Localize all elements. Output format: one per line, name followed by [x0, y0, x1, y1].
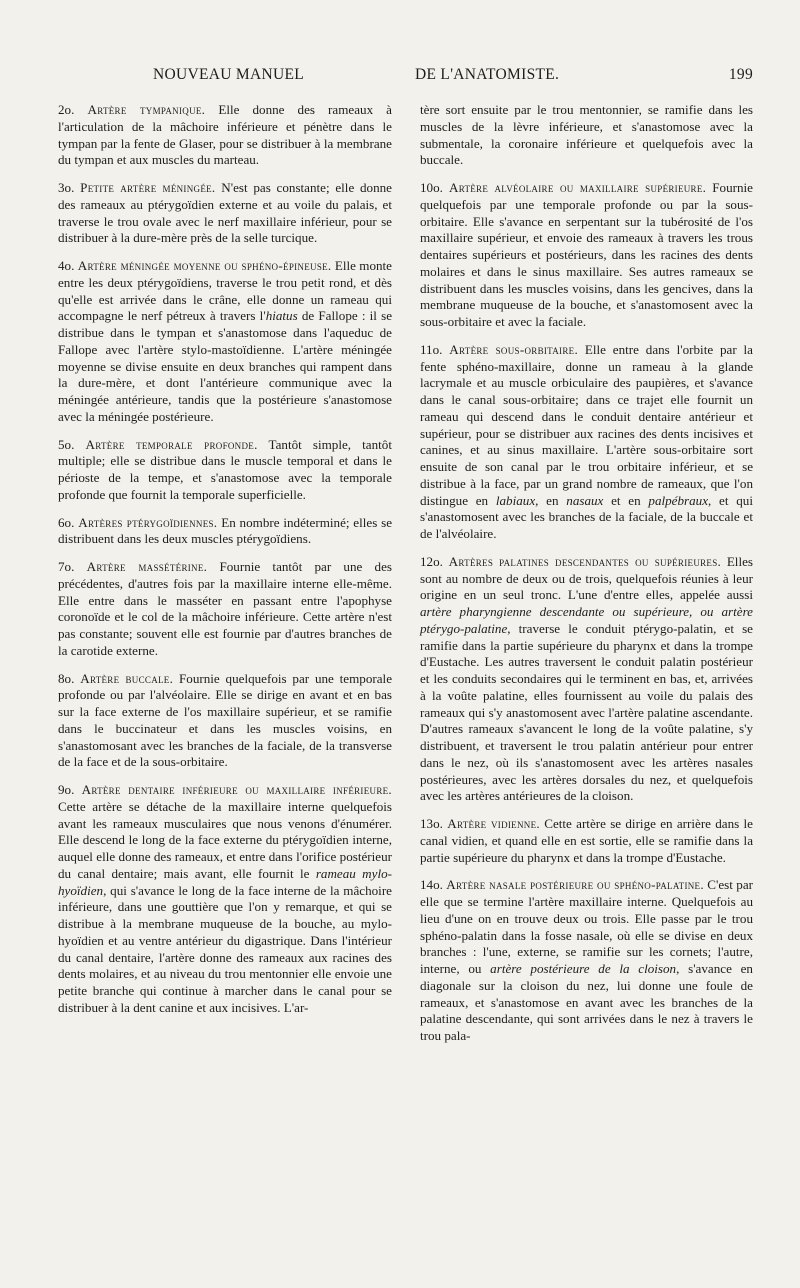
header-left-title: NOUVEAU MANUEL	[153, 66, 305, 83]
paragraph-arteres-pterygoidiennes: 6o. Artères ptérygoïdiennes. En nombre indéterminé; elles se distribuent dans les deux muscles ptérygoïdiens.	[58, 514, 393, 547]
section-title: Artère vidienne.	[447, 816, 540, 831]
section-title: Artère alvéolaire ou maxillaire supérieure.	[448, 180, 707, 195]
section-title: Artère dentaire inférieure ou maxillaire inférieure.	[81, 782, 392, 797]
section-title: Petite artère méningée.	[80, 180, 216, 195]
paragraph-artere-masseterine: 7o. Artère massétérine. Fournie tantôt par une des précédentes, d'autres fois par la maxillaire interne elle-même. Elle entre dans le masséter en passant entre l'apophyse coronoïde et le col de la mâchoire inférieure. Cette artère n'est pas constante; souvent elle est fournie par d'autres branches de la carotide externe.	[58, 559, 392, 658]
paragraph-arteres-palatines: 12o. Artères palatines descendantes ou supérieures. Elles sont au nombre de deux ou de trois, quelquefois réunies à leur origine en un seul tronc. L'une d'entre elles, appelée aussi artère pharyngienne descendante ou supérieure, ou artère ptérygo-palatine, traverse le conduit ptérygo-palatin, et se ramifie dans la partie supérieure du pharynx et dans la trompe d'Eustache. Les autres traversent le conduit palatin postérieur et les conduits secondaires qui le terminent en bas, et, arrivées à la voûte palatine, elles fournissent au voile du palais des rameaux qui s'y anastomosent avec l'artère palatine ascendante. D'autres rameaux s'avancent le long de la voûte palatine, s'y distribuent, et traversent le trou palatin antérieur pour entrer dans le nez, où ils s'anastomosent avec les artères nasales postérieures, avec les artères dorsales du nez, et quelquefois avec les artères antérieures de la cloison.	[420, 553, 753, 804]
paragraph-artere-buccale: 8o. Artère buccale. Fournie quelquefois par une temporale profonde ou par l'alvéolaire. Elle se dirige en avant et en bas sur la face externe de l'os maxillaire supérieur, et se ramifie dans le buccinateur et dans les muscles voisins, en s'anastomosant avec les branches de la faciale, de la transverse de la face et de la sous-orbitaire.	[58, 670, 393, 770]
paragraph-continuation: tère sort ensuite par le trou mentonnier, se ramifie dans les muscles de la lèvre inférieure, et s'anastomose avec la submentale, la coronaire inférieure et quelquefois avec la buccale.	[420, 102, 753, 168]
section-title: Artère temporale profonde.	[85, 436, 258, 452]
page-number: 199	[728, 66, 753, 83]
section-title: Artère massétérine.	[86, 559, 208, 574]
section-title: Artère nasale postérieure ou sphéno-palatine.	[446, 877, 704, 893]
paragraph-artere-temporale-profonde: 5o. Artère temporale profonde. Tantôt simple, tantôt multiple; elle se distribue dans le muscle temporal et dans le périoste de la tempe, et s'anastomose avec la temporale profonde que fournit la temporale superficielle.	[58, 436, 392, 502]
running-header	[55, 62, 753, 90]
section-title: Artères palatines descendantes ou supérieures.	[448, 553, 722, 569]
right-column	[420, 102, 753, 1056]
paragraph-artere-meningee-moyenne: 4o. Artère méningée moyenne ou sphéno-épineuse. Elle monte entre les deux ptérygoïdiens, traverse le trou petit rond, et dès qu'elle est arrivée dans le crâne, elle donne un rameau qui accompagne le nerf pétreux à travers l'hiatus de Fallope : il se distribue dans le tympan et s'anastomose dans l'aqueduc de Fallope avec l'artère stylo-mastoïdienne. L'artère méningée moyenne se divise ensuite en deux branches qui rampent dans la dure-mère, et dont l'antérieure communique avec la méningée antérieure, tandis que la postérieure s'anastomose avec la méningée postérieure.	[58, 258, 393, 424]
header-right-title: DE L'ANATOMISTE.	[415, 66, 560, 83]
paragraph-petite-artere-meningee: 3o. Petite artère méningée. N'est pas constante; elle donne des rameaux au ptérygoïdien externe et au voile du palais, et traverse le trou ovale avec le nerf maxillaire inférieur, pour se distribuer à la dure-mère près de la selle turcique.	[58, 180, 392, 246]
section-title: Artère sous-orbitaire.	[449, 341, 579, 357]
paragraph-artere-tympanique: 2o. Artère tympanique. Elle donne des rameaux à l'articulation de la mâchoire inférieure et pénètre dans le tympan par la fente de Glaser, pour se distribuer à la membrane du tympan et aux muscles du marteau.	[58, 102, 392, 168]
section-title: Artère buccale.	[80, 670, 174, 686]
paragraph-artere-sous-orbitaire: 11o. Artère sous-orbitaire. Elle entre dans l'orbite par la fente sphéno-maxillaire, donne un rameau à la glande lacrymale et au muscle orbiculaire des paupières, et s'avance dans le canal sous-orbitaire; dans ce trajet elle fournit un rameau qui descend dans le conduit dentaire antérieur et supérieur, pour se distribuer aux racines des dents incisives et canines, et au sinus maxillaire. L'artère sous-orbitaire sort ensuite de son canal par le trou orbitaire inférieur, et se distribue à la face, par un grand nombre de rameaux, que l'on distingue en labiaux, en nasaux et en palpébraux, et qui s'anastomosent avec les branches de la faciale, de la buccale et de l'alvéolaire.	[420, 341, 753, 541]
paragraph-artere-vidienne: 13o. Artère vidienne. Cette artère se dirige en arrière dans le canal vidien, et quand elle en est sortie, elle se ramifie dans la partie supérieure du pharynx et dans la trompe d'Eustache.	[420, 816, 753, 865]
paragraph-artere-dentaire-inferieure: 9o. Artère dentaire inférieure ou maxillaire inférieure. Cette artère se détache de la maxillaire interne quelquefois avant les rameaux musculaires que nous venons d'énumérer. Elle descend le long de la face externe du ptérygoïdien interne, auquel elle donne des rameaux, et entre dans l'orifice postérieur du canal dentaire; mais avant, elle fournit le rameau mylo-hyoïdien, qui s'avance le long de la face interne de la mâchoire inférieure, dans une gouttière que l'on y remarque, et qui se distribue à la membrane muqueuse de la bouche, au mylo-hyoïdien et au ventre antérieur du digastrique. Dans l'intérieur du canal dentaire, l'artère donne des rameaux aux racines des dents molaires, et au niveau du trou mentonnier elle envoie une petite branche qui continue à marcher dans le canal pour se distribuer à la dent canine et aux incisives. L'ar-	[58, 782, 392, 1015]
section-title: Artères ptérygoïdiennes.	[78, 514, 218, 530]
section-title: Artère tympanique.	[87, 102, 206, 117]
paragraph-artere-alveolaire: 10o. Artère alvéolaire ou maxillaire supérieure. Fournie quelquefois par une temporale profonde ou par la sous-orbitaire. Elle s'avance en serpentant sur la tubérosité de l'os maxillaire supérieur, et envoie des rameaux à travers les trous dentaires supérieurs et postérieurs, dans les racines des dents molaires et dans le sinus maxillaire. Ses autres rameaux se distribuent dans les muscles voisins, dans les gencives, dans la membrane muqueuse de la bouche, et s'anastomosent avec la sous-orbitaire et avec la faciale.	[420, 180, 753, 329]
paragraph-artere-nasale-posterieure: 14o. Artère nasale postérieure ou sphéno-palatine. C'est par elle que se termine l'artère maxillaire interne. Quelquefois au lieu d'une on en trouve deux ou trois. Elle passe par le trou sphéno-palatin dans la fosse nasale, où elle se divise en deux branches : l'une, externe, se ramifie sur les cornets; l'autre, interne, ou artère postérieure de la cloison, s'avance en diagonale sur la cloison du nez, lui donne une foule de rameaux, et s'anastomose en avant avec les branches de la palatine descendante, qui sont arrivées dans le nez à travers le trou pala-	[420, 877, 753, 1043]
left-column	[58, 102, 392, 1028]
section-title: Artère méningée moyenne ou sphéno-épineuse.	[77, 258, 332, 273]
